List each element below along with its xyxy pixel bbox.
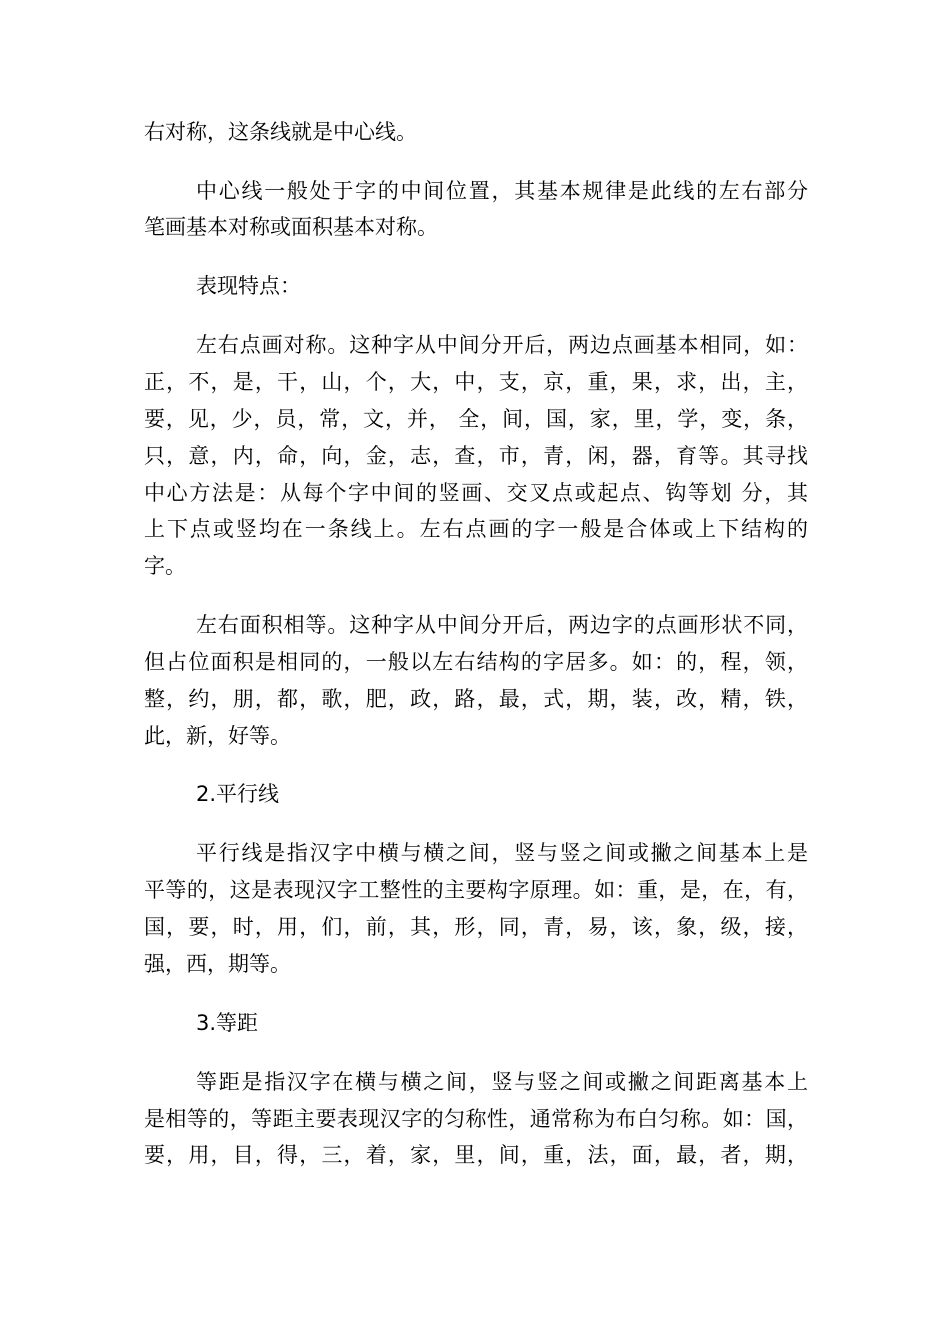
paragraph-line: 是相等的，等距主要表现汉字的匀称性，通常称为布白匀称。如：国， [144,1107,808,1131]
paragraph-line: 笔画基本对称或面积基本对称。 [144,215,438,239]
paragraph-line: 字。 [144,554,186,578]
paragraph-line: 正，不，是，干，山，个，大，中，支，京，重，果，求，出，主， [144,370,808,394]
paragraph-line: 平行线是指汉字中横与横之间，竖与竖之间或撇之间基本上是 [196,841,808,865]
paragraph-line: 但占位面积是相同的，一般以左右结构的字居多。如：的，程，领， [144,650,808,674]
paragraph-line: 要，用，目，得，三，着，家，里，间，重，法，面，最，者，期， [144,1143,808,1167]
paragraph-line: 右对称，这条线就是中心线。 [144,120,417,144]
section-heading: 表现特点： [196,274,301,298]
paragraph-line: 左右面积相等。这种字从中间分开后，两边字的点画形状不同， [196,613,808,637]
paragraph-line: 上下点或竖均在一条线上。左右点画的字一般是合体或上下结构的 [144,517,808,541]
paragraph-line: 强，西，期等。 [144,952,291,976]
paragraph-line: 左右点画对称。这种字从中间分开后，两边点画基本相同，如： [196,333,808,357]
paragraph-line: 此，新，好等。 [144,724,291,748]
paragraph-line: 平等的，这是表现汉字工整性的主要构字原理。如：重，是，在，有， [144,878,808,902]
paragraph-line: 等距是指汉字在横与横之间，竖与竖之间或撇之间距离基本上 [196,1070,808,1094]
paragraph-line: 国，要，时，用，们，前，其，形，同，青，易，该，象，级，接， [144,915,808,939]
paragraph-line: 整，约，朋，都，歌，肥，政，路，最，式，期，装，改，精，铁， [144,687,808,711]
section-heading: 2.平行线 [196,782,280,806]
paragraph-line: 中心线一般处于字的中间位置，其基本规律是此线的左右部分 [196,179,808,203]
paragraph-line: 中心方法是：从每个字中间的竖画、交叉点或起点、钩等划 分，其 [144,481,808,505]
section-heading: 3.等距 [196,1011,259,1035]
paragraph-line: 只，意，内，命，向，金，志，查，市，青，闲，器，育等。其寻找 [144,444,808,468]
paragraph-line: 要，见，少，员，常，文，并， 全，间，国，家，里，学，变，条， [144,407,808,431]
